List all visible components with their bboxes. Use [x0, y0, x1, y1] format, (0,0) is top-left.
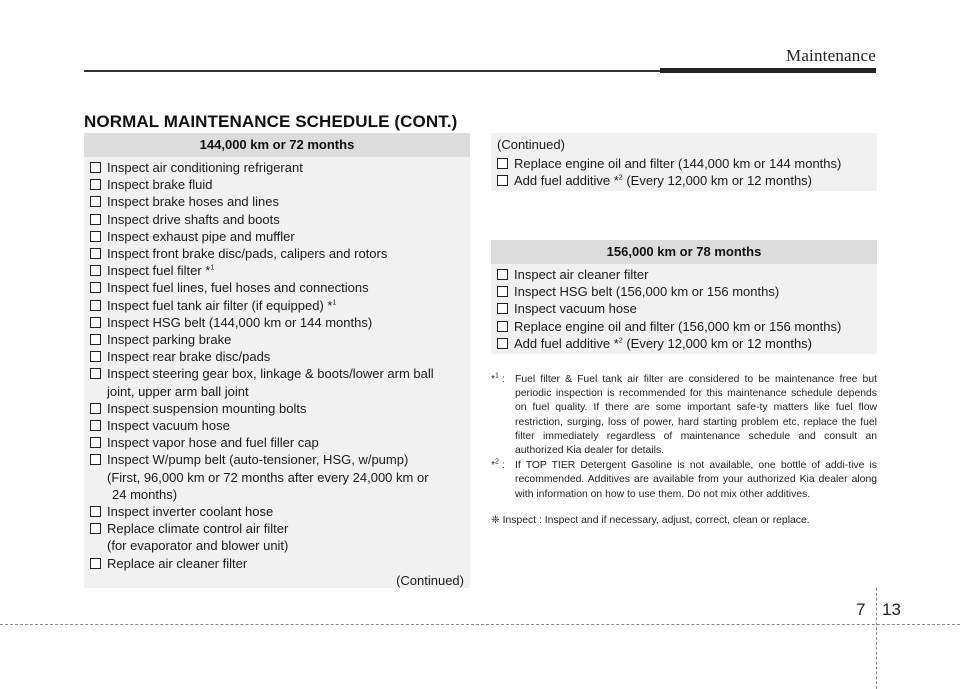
footnote-ref: 2: [618, 174, 623, 182]
schedule-heading: 144,000 km or 72 months: [84, 133, 470, 157]
checklist-item: Inspect brake hoses and lines: [90, 193, 464, 210]
running-header: Maintenance: [786, 46, 876, 65]
checklist-item: Inspect HSG belt (144,000 km or 144 months): [90, 314, 464, 331]
checkbox-icon: [90, 368, 101, 379]
checklist-item: Inspect drive shafts and boots: [90, 211, 464, 228]
footer-divider: [876, 588, 877, 689]
checklist-item: Inspect exhaust pipe and muffler: [90, 228, 464, 245]
checklist-item: Inspect vacuum hose: [90, 417, 464, 434]
checkbox-icon: [90, 196, 101, 207]
footnotes: [491, 373, 877, 528]
checkbox-icon: [90, 454, 101, 465]
checklist-item: Inspect air cleaner filter: [497, 266, 871, 283]
checkbox-icon: [497, 338, 508, 349]
checkbox-icon: [90, 300, 101, 311]
checklist-item: Inspect front brake disc/pads, calipers and rotors: [90, 245, 464, 262]
checklist-item: Inspect fuel lines, fuel hoses and connections: [90, 279, 464, 296]
checklist-item: Replace engine oil and filter (156,000 km or 156 months): [497, 318, 871, 335]
checkbox-icon: [90, 523, 101, 534]
checklist-item: Inspect parking brake: [90, 331, 464, 348]
checklist-item: Replace climate control air filter: [90, 520, 464, 537]
checkbox-icon: [90, 248, 101, 259]
continued-label: (Continued): [396, 573, 464, 588]
schedule-box-continued: [491, 133, 877, 191]
chapter-number: 7: [856, 600, 866, 619]
checklist-item: Inspect W/pump belt (auto-tensioner, HSG, w/pump): [90, 451, 464, 468]
checkbox-icon: [497, 175, 508, 186]
schedule-box-144000: [84, 133, 470, 588]
checklist-item: Inspect fuel tank air filter (if equipped) *$^1$: [90, 297, 464, 314]
footnote-ref: 2: [618, 337, 623, 345]
checklist-item: Inspect vapor hose and fuel filler cap: [90, 434, 464, 451]
checklist-item: Inspect steering gear box, linkage & boots/lower arm ball: [90, 365, 464, 382]
checkbox-icon: [90, 282, 101, 293]
checklist-item: Add fuel additive *$^2$ (Every 12,000 km or 12 months): [497, 172, 871, 189]
checkbox-icon: [90, 437, 101, 448]
footnote-text: If TOP TIER Detergent Gasoline is not available, one bottle of addi-tive is recommended. Additives are available from your authorized Kia dealer along with information on how to use them. Do not mix other additives.: [515, 460, 877, 500]
checklist-item: Inspect fuel filter *$^1$: [90, 262, 464, 279]
checklist-item-continuation: 24 months): [112, 486, 178, 502]
checkbox-icon: [497, 321, 508, 332]
continued-label: (Continued): [497, 137, 565, 152]
checklist-item: Inspect vacuum hose: [497, 300, 871, 317]
header-rule-accent: [660, 68, 876, 73]
inspect-definition: ❈ Inspect : Inspect and if necessary, adjust, correct, clean or replace.: [491, 514, 810, 526]
footnote-ref: 1: [332, 299, 337, 307]
footnote-1: *$^1$ : Fuel filter & Fuel tank air filter are considered to be maintenance free but periodic inspection is recommended for this maintenance schedule depends on fuel quality. If there are some important safe-ty matters like fuel flow restriction, surging, loss of power, hard starting problem etc, replace the fuel filter immediately regardless of maintenance schedule and consult an authorized Kia dealer for details.: [491, 373, 877, 458]
footer-rule: [0, 624, 960, 625]
checkbox-icon: [90, 317, 101, 328]
checklist-item: Inspect HSG belt (156,000 km or 156 months): [497, 283, 871, 300]
checklist-item: Inspect air conditioning refrigerant: [90, 159, 464, 176]
checklist-item-continuation: (First, 96,000 km or 72 months after every 24,000 km or: [107, 469, 429, 485]
section-title: NORMAL MAINTENANCE SCHEDULE (CONT.): [84, 112, 458, 131]
checklist-item: Inspect inverter coolant hose: [90, 503, 464, 520]
checklist-item-continuation: (for evaporator and blower unit): [107, 538, 289, 554]
checklist-item: Inspect brake fluid: [90, 176, 464, 193]
checkbox-icon: [90, 265, 101, 276]
checkbox-icon: [90, 334, 101, 345]
checkbox-icon: [90, 558, 101, 569]
checkbox-icon: [90, 420, 101, 431]
header-rule: [84, 70, 660, 72]
checkbox-icon: [497, 269, 508, 280]
schedule-box-156000: [491, 240, 877, 354]
checklist-item-continuation: joint, upper arm ball joint: [107, 383, 249, 399]
schedule-heading: 156,000 km or 78 months: [491, 240, 877, 264]
checkbox-icon: [90, 179, 101, 190]
checkbox-icon: [497, 158, 508, 169]
checkbox-icon: [90, 403, 101, 414]
checkbox-icon: [90, 506, 101, 517]
checklist-item: Inspect suspension mounting bolts: [90, 400, 464, 417]
footnote-text: Fuel filter & Fuel tank air filter are considered to be maintenance free but periodic inspection is recommended for this maintenance schedule depends on fuel quality. If there are some important safe-ty matters like fuel flow restriction, surging, loss of power, hard starting problem etc, replace the fuel filter immediately regardless of maintenance schedule and consult an authorized Kia dealer for details.: [515, 374, 877, 457]
footnote-ref: 1: [210, 264, 215, 272]
checkbox-icon: [497, 286, 508, 297]
checkbox-icon: [90, 351, 101, 362]
checklist-item: Inspect rear brake disc/pads: [90, 348, 464, 365]
checklist-item: Replace engine oil and filter (144,000 km or 144 months): [497, 155, 871, 172]
checkbox-icon: [90, 231, 101, 242]
footnote-2: *$^2$ : If TOP TIER Detergent Gasoline is not available, one bottle of addi-tive is recommended. Additives are available from your authorized Kia dealer along with information on how to use them. Do not mix other additives.: [491, 459, 877, 502]
page-number: 13: [882, 600, 901, 619]
checkbox-icon: [90, 162, 101, 173]
checkbox-icon: [90, 214, 101, 225]
checklist-item: Add fuel additive *$^2$ (Every 12,000 km or 12 months): [497, 335, 871, 352]
checkbox-icon: [497, 303, 508, 314]
checklist-item: Replace air cleaner filter: [90, 555, 464, 572]
